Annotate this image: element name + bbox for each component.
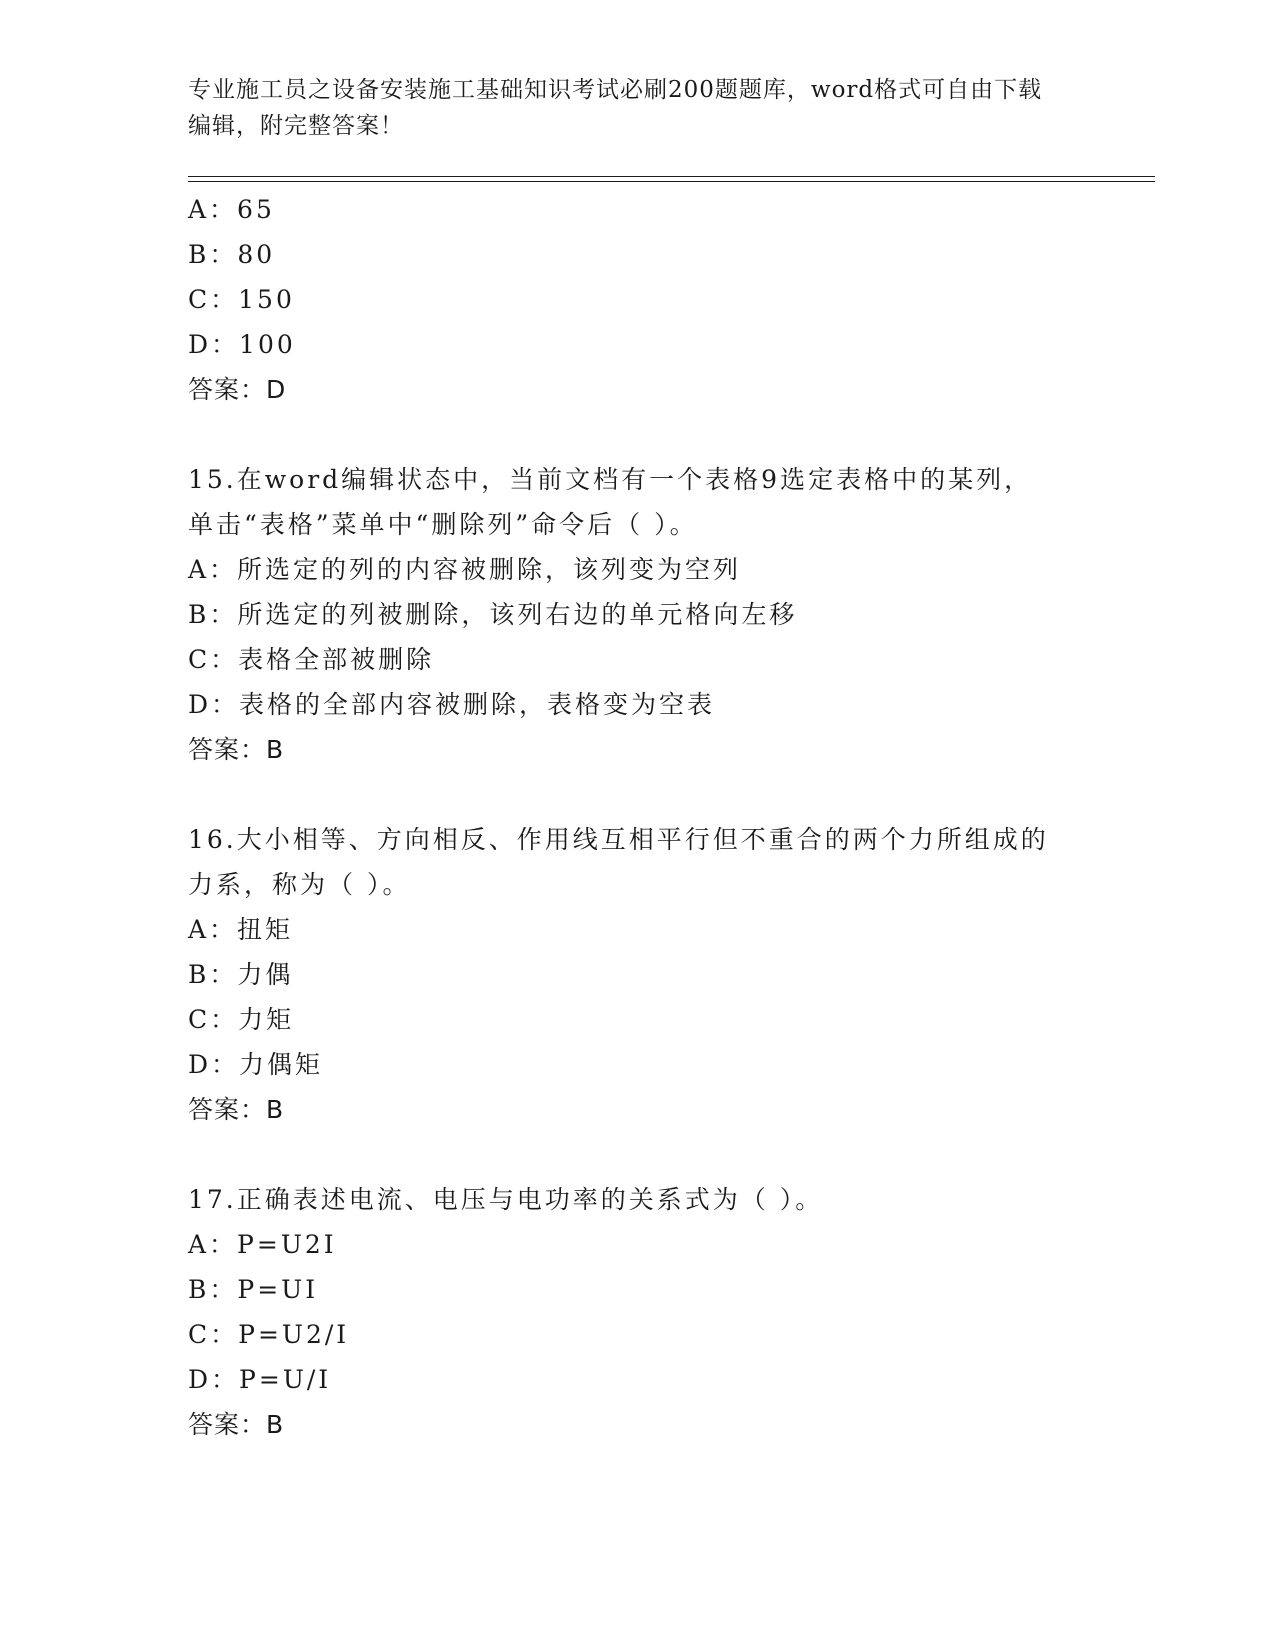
q15-answer: 答案：B [188, 735, 285, 764]
q15-stem-line-2: 单击“表格”菜单中“删除列”命令后（ ）。 [188, 510, 698, 539]
q17-option-a: A：P=U2I [188, 1230, 337, 1259]
q15-stem-line-1: 15.在word编辑状态中，当前文档有一个表格9选定表格中的某列， [188, 465, 1033, 494]
header-line-2: 编辑，附完整答案！ [188, 113, 404, 139]
q14-answer: 答案：D [188, 375, 287, 404]
header-line-1: 专业施工员之设备安装施工基础知识考试必刷200题题库，word格式可自由下载 [188, 77, 1043, 103]
q16-stem-line-2: 力系，称为（ ）。 [188, 870, 411, 899]
q17-option-d: D：P=U/I [188, 1365, 332, 1394]
q15-option-c: C：表格全部被删除 [188, 645, 435, 674]
q17-option-c: C：P=U2/I [188, 1320, 350, 1349]
header-rule-top [188, 176, 1155, 177]
q16-option-d: D：力偶矩 [188, 1050, 324, 1079]
q15-option-a: A：所选定的列的内容被删除，该列变为空列 [188, 555, 742, 584]
q16-option-a: A：扭矩 [188, 915, 294, 944]
q15-option-b: B：所选定的列被删除，该列右边的单元格向左移 [188, 600, 798, 629]
q17-stem-line-1: 17.正确表述电流、电压与电功率的关系式为（ ）。 [188, 1185, 824, 1214]
q14-option-d: D：100 [188, 330, 296, 359]
header-rule-bottom [188, 181, 1155, 182]
q16-stem-line-1: 16.大小相等、方向相反、作用线互相平行但不重合的两个力所组成的 [188, 825, 1049, 854]
document-header [188, 72, 1088, 144]
q16-option-b: B：力偶 [188, 960, 294, 989]
q15-option-d: D：表格的全部内容被删除，表格变为空表 [188, 690, 716, 719]
q14-option-a: A：65 [188, 195, 275, 224]
q14-option-b: B：80 [188, 240, 276, 269]
q16-answer: 答案：B [188, 1095, 285, 1124]
q14-option-c: C：150 [188, 285, 295, 314]
q17-option-b: B：P=UI [188, 1275, 319, 1304]
q17-answer: 答案：B [188, 1410, 285, 1439]
q16-option-c: C：力矩 [188, 1005, 295, 1034]
